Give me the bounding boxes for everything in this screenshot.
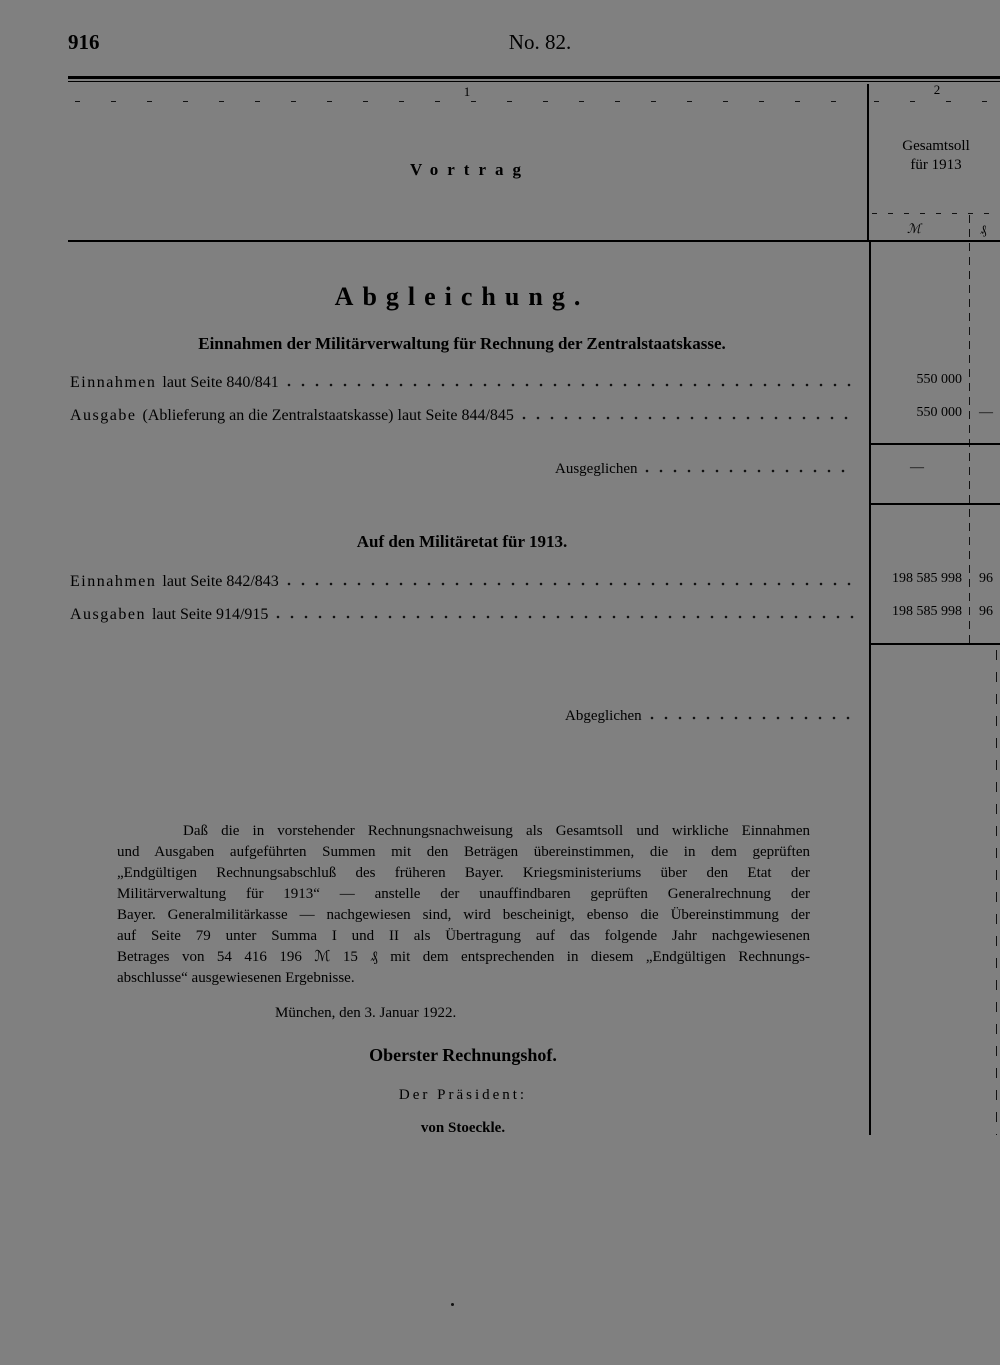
mark-unit-symbol: ℳ — [907, 222, 921, 237]
scan-speck — [451, 1303, 454, 1306]
document-title: Abgleichung. — [334, 282, 590, 311]
signing-authority: Oberster Rechnungshof. — [369, 1045, 557, 1065]
section-end-rule — [870, 503, 1000, 505]
dot-leader — [650, 716, 855, 720]
column-1-number: 1 — [463, 84, 471, 99]
row-label: laut Seite 914/915 — [151, 606, 269, 623]
certification-line: auf Seite 79 unter Summa I und II als Übertragung auf das folgende Jahr nachgewiesenen — [117, 928, 810, 944]
certification-line: abschlusse“ ausgewiesenen Ergebnisse. — [117, 970, 355, 986]
sum-rule — [870, 643, 1000, 645]
column-1-title: Vortrag — [410, 160, 530, 179]
column-2-title-line-1: Gesamtsoll — [902, 138, 970, 154]
row-lead-label: Ausgaben — [70, 606, 146, 623]
dot-leader — [645, 469, 855, 473]
signer-name: von Stoeckle. — [420, 1120, 506, 1136]
row-mark-amount: 550 000 — [916, 372, 962, 387]
balance-label: Abgeglichen — [565, 708, 642, 724]
unit-dashed-rule — [872, 213, 1000, 214]
certification-line: Bayer. Generalmilitärkasse — nachgewiesen sind, wird bescheinigt, ebenso die Übereinstimmung der — [117, 907, 810, 923]
row-label: laut Seite 840/841 — [162, 374, 279, 391]
dot-leader — [276, 615, 855, 619]
certification-line: „Endgültigen Rechnungsabschluß des früheren Bayer. Kriegsministeriums über den Etat der — [117, 865, 810, 881]
row-lead-label: Ausgabe — [70, 407, 137, 424]
dot-leader — [522, 416, 855, 420]
section-heading: Auf den Militäretat für 1913. — [356, 532, 568, 551]
top-double-rule — [68, 76, 1000, 82]
certification-line: Militärverwaltung für 1913“ — anstelle der unauffindbaren geprüften Generalrechnung der — [117, 886, 810, 902]
column-1-dashed-rule — [75, 101, 860, 102]
ledger-row — [70, 573, 855, 597]
row-label: (Ablieferung an die Zentralstaatskasse) laut Seite 844/845 — [142, 407, 514, 424]
certification-line: und Ausgaben aufgeführten Summen mit den Beträgen übereinstimmen, die in dem geprüften — [117, 844, 810, 860]
row-lead-label: Einnahmen — [70, 573, 157, 590]
place-and-date: München, den 3. Januar 1922. — [275, 1005, 457, 1021]
right-edge-rule — [996, 650, 997, 1135]
signer-role: Der Präsident: — [398, 1087, 528, 1103]
page-number: 916 — [68, 30, 100, 54]
ledger-row — [70, 374, 855, 398]
row-mark-amount: 198 585 998 — [892, 604, 962, 619]
amount-column-divider — [869, 240, 871, 1135]
document-number: No. 82. — [508, 30, 572, 54]
ledger-row — [70, 606, 855, 630]
dot-leader — [287, 582, 855, 586]
row-lead-label: Einnahmen — [70, 374, 157, 391]
sum-rule — [870, 443, 1000, 445]
balance-label: Ausgeglichen — [555, 461, 638, 477]
pfennig-column-divider — [969, 215, 970, 645]
dot-leader — [287, 383, 855, 387]
row-mark-amount: 550 000 — [916, 405, 962, 420]
column-2-dashed-rule — [874, 101, 1000, 102]
column-2-number: 2 — [933, 82, 941, 97]
section-heading: Einnahmen der Militärverwaltung für Rechnung der Zentralstaatskasse. — [198, 334, 726, 353]
header-column-divider — [867, 84, 869, 241]
column-2-title-line-2: für 1913 — [910, 157, 962, 173]
balance-row — [565, 708, 855, 732]
balance-mark-amount: — — [910, 460, 924, 475]
certification-line: Betrages von 54 416 196 ℳ 15 ₰ mit dem entsprechenden in diesem „Endgültigen Rechnungs- — [117, 949, 810, 965]
balance-row — [555, 461, 855, 485]
row-pfennig-amount: — — [979, 405, 993, 420]
row-label: laut Seite 842/843 — [162, 573, 279, 590]
row-pfennig-amount: 96 — [979, 604, 993, 619]
pfennig-unit-symbol: ₰ — [980, 223, 987, 238]
row-pfennig-amount: 96 — [979, 571, 993, 586]
header-bottom-rule — [68, 240, 1000, 242]
row-mark-amount: 198 585 998 — [892, 571, 962, 586]
certification-line: Daß die in vorstehender Rechnungsnachweisung als Gesamtsoll und wirkliche Einnahmen — [183, 823, 810, 839]
ledger-row — [70, 407, 855, 431]
